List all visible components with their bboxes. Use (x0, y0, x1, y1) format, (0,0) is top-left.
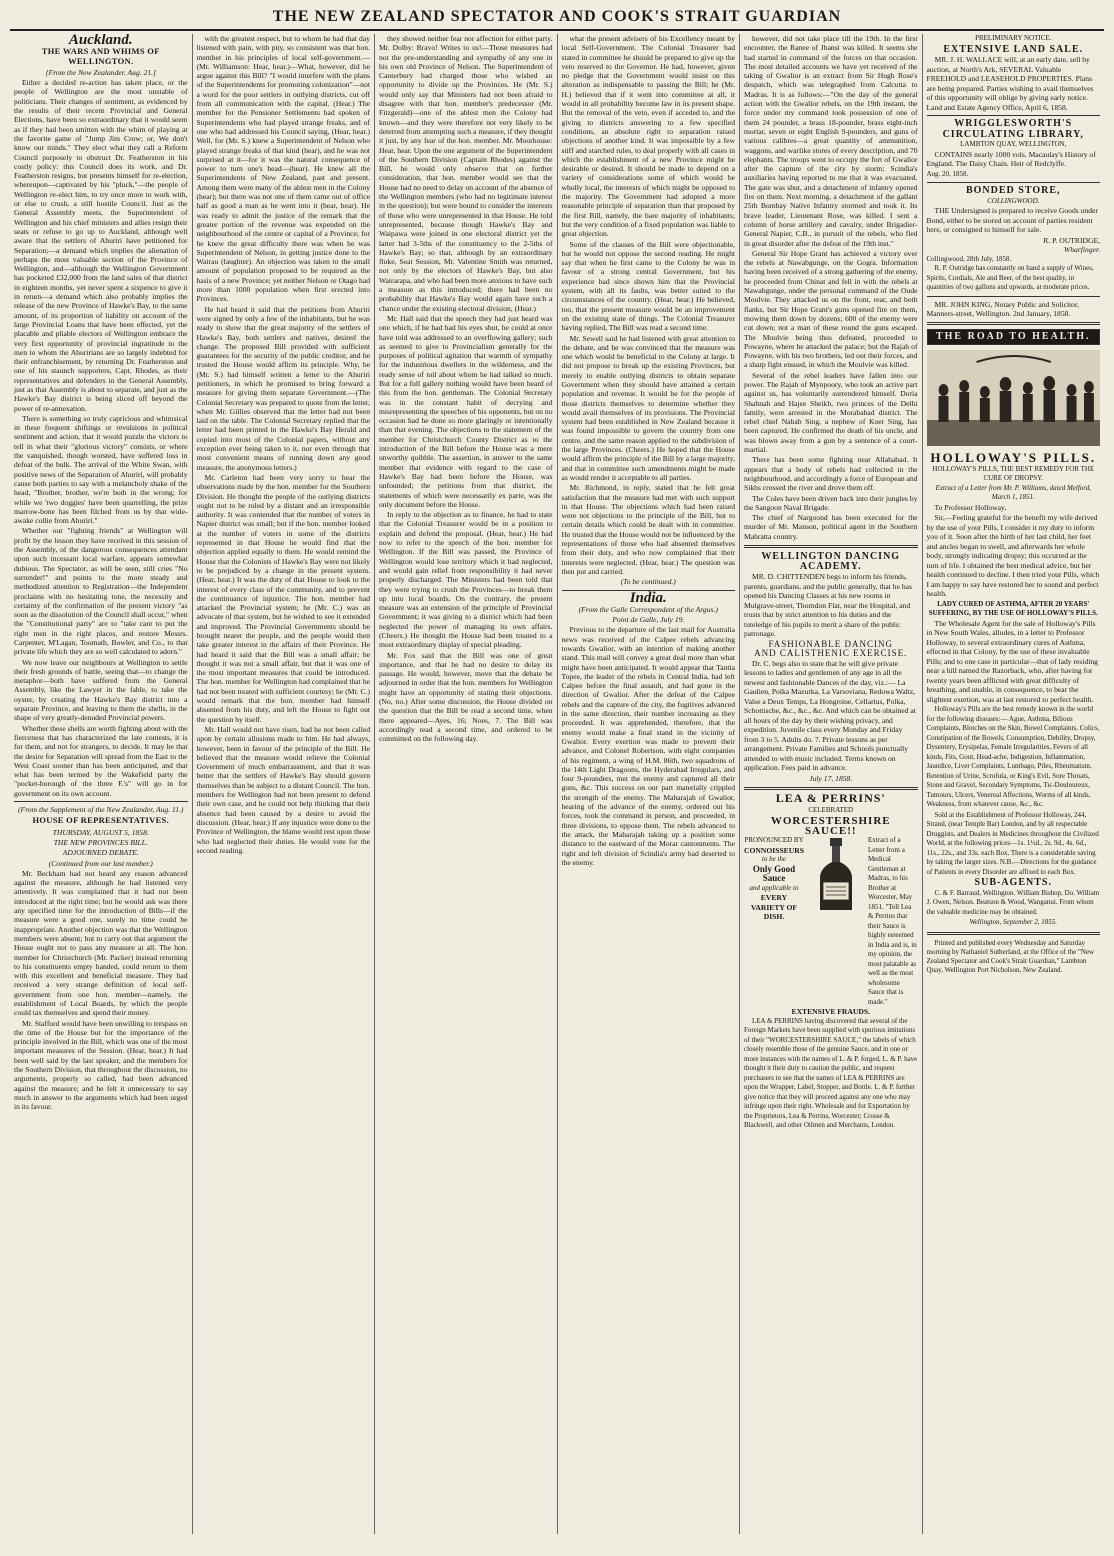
article-source: [From the New Zealander, Aug. 21.] (45, 67, 157, 77)
paragraph: Mr. Sewell said he had listened with great attention to the debate, and he was convinced that the measure was one which would be beneficial to the Colony at large. It did not propose to break up the existing Provinces, but merely to enable outlying districts to obtain separate Government when they should have attained a certain population and revenue. It would be for the people of those districts themselves to determine whether they would avail themselves of its provisions. The Provincial system had been established in New Zealand because it was found impossible to govern the country from one centre, and the same reason applied to the subdivision of the large Provinces. (Cheers.) He hoped that the House would affirm the principle of the Bill by a large majority, and that in committee such amendments might be made as would render it acceptable to all parties. (561, 333, 735, 482)
claim-tobe: to be the (761, 855, 787, 864)
house-subheading: ADJOURNED DEBATE. (62, 848, 139, 858)
house-date: THURSDAY, AUGUST 5, 1858. (52, 827, 149, 837)
paragraph: General Sir Hope Grant has achieved a victory over the rebels at Nawabgunge, on the Gogra. Information having been received of a strong gathering of the enemy, he proceeded from Chinat and fell in with the rebels at Nawabgunge, under the personal command of the Oude Moulvie. They attacked us on the front, rear, and both flanks, but Sir Hope Grant's guns opened fire on them, mowing them down by dozens; 600 of the enemy were cut down; not a man of these round the guns escaped. The Moulvie being thus defeated, proceeded to Powayne, where he attacked the palace; but the Rajah of Powayne, with his two brothers, led out their forces, and a sharp fight ensued, in which the Moulvie was killed. (744, 248, 918, 370)
bonded-date: Collingwood, 28th July, 1858. (926, 254, 1012, 263)
paragraph: they showed neither fear nor affection for either party. Mr. Dolby: Bravo! Writes to us!—Those measures had not the pre-understanding and sympathy of any one in his own old Province of Nelson. The Superintendent of Canterbury had charged those who wished an opportunity to divide up the Provinces. He (Mr. S.) would only say that Ministers had not been afraid to disagree with that hon. member's predecessor (Mr. Fitzgerald)—one of the ablest men the Colony had known—and they were therefore not very likely to be deterred from attempting such a measure, if they thought it just, by any fear of the hon. member. Mr. Moorhouse: Hear, hear. Upon the one argument of the Superintendent of the Southern Division (Captain Rhodes) against the Bill, he would only observe that on further consideration, that hon. member would see that the House had no need to delay on account of the absence of the Wellington members (who had no legitimate interest in the question); but were bound to consider the interests of those who were unrepresented in that House. He told unrepresented, because though Hawke's Bay and Waipawa were joined in one electoral district yet the latter had 3-5ths of the constituency to the 2-5ths of Hawke's Bay; so that, although by an extraordinary fluke, Seat Session, Mr. Valentine Smith was returned, not only by the electors of Hawke's Bay, but also Wairarapa, and who had been more anxious to have such a measure as this introduced; there had been no probability that Hawke's Bay would again have such a chance under the existing electoral division, (Hear.) (379, 34, 553, 313)
paragraph: Mr. Fox said that the Bill was one of great importance, and that he had no desire to delay its passage. He would, however, move that the debate be adjourned in order that the hon. members for Wellington might have an opportunity of stating their objections. (No, no.) After some discussion, the House divided on the question that the Bill be read a second time, when there appeared—Ayes, 16; Noes, 7. The Bill was accordingly read a second time, and ordered to be committed on the following day. (379, 650, 553, 744)
column-3 (375, 34, 558, 1534)
land-sale-ad (927, 34, 1101, 112)
library-text: CONTAINS nearly 1000 vols. Macaulay's History of England. The Daisy Chain. Heir of Redclyffe. (926, 149, 1096, 168)
masthead-title: THE NEW ZEALAND SPECTATOR AND COOK'S STRAIT GUARDIAN (272, 8, 842, 25)
claim-every-dish: EVERY VARIETY OF DISH. (750, 893, 798, 922)
sauce-bottle-icon (808, 836, 864, 914)
bonded-signature: R. P. OUTRIDGE, (1043, 235, 1100, 245)
to-be-continued: (To be continued.) (620, 577, 676, 587)
holloway-disease-list: Holloway's Pills are the best remedy known in the world for the following diseases:— Ague, Asthma, Bilious Complaints, Blotches on the Skin, Bowel Complaints, Colics, Constipation of the Bowels, Consumption, Debility, Dropsy, Dysentery, Erysipelas, Female Irregularities, Fevers of all kinds, Fits, Gout, Head-ache, Indigestion, Inflammation, Jaundice, Liver Complaints, Lumbago, Piles, Rheumatism, Retention of Urine, Scrofula, or King's Evil, Sore Throats, Stone and Gravel, Secondary Symptoms, Tic-Douloureux, Tumours, Ulcers, Venereal Affections, Worms of all kinds, Weakness, from whatever cause, &c., &c. (926, 705, 1100, 809)
library-place: LAMBTON QUAY, WELLINGTON, (960, 140, 1067, 148)
road-to-health-heading: THE ROAD TO HEALTH. (927, 329, 1101, 345)
bonded-signature-2: Wharfinger. (1063, 245, 1100, 254)
paragraph: Mr. Stafford would have been unwilling to trespass on the time of the House but for the importance of the principle involved in the Bill, which was one of the most important measures of the Session. (Hear, hear.) It had been well said by the last speaker, and the members for the Southern Division, that throughout the discussion, no arguments, properly so called, had been advanced against the measure; and he felt it unnecessary to say much in answer to the arguments which had been urged in its favour. (14, 1018, 188, 1112)
holloway-subheading: LADY CURED OF ASTHMA, AFTER 20 YEARS' SUFFERING, BY THE USE OF HOLLOWAY'S PILLS. (928, 599, 1098, 618)
column-5 (740, 34, 923, 1534)
paragraph: Several of the rebel leaders have fallen into our power. The Rajah of Mynpoory, who took an active part against us, has voluntarily surrendered himself. Doria Shahnah and Hajee Sheikh, two princes of the Delhi family, were arrested in the Morababad district. The rebel chief Nabab Sing, a nephew of Koer Sing, has been captured. He confirmed the death of his uncle, and was blown away from a gun by a sentence of a court-martial. (744, 370, 918, 455)
printer-imprint: Printed and published every Wednesday and Saturday morning by Nathaniel Sutherland, at the Office of the "New Zealand Spectator and Cook's Strait Guardian," Lambton Quay, Wellington Port Nicholson, New Zealand. (926, 938, 1095, 975)
holloway-pills-heading: HOLLOWAY'S PILLS. (930, 450, 1097, 466)
divider (744, 787, 918, 790)
paragraph: Whether these shells are worth fighting about with the fierceness that has characterized the late contests, it is for them, and not for strangers, to decide. It may be that the desire for Separation will spread from the East to the West Coast sooner than has been anticipated, and that what has been termed by the Wakefield party the "pocket-borough of the three F.'s" will go in for government on its own account. (14, 723, 188, 798)
paragraph: The chief of Nargoond has been executed for the murder of Mr. Manson, political agent in the Southern Mahratta country. (744, 513, 918, 541)
paragraph: Whether our "fighting friends" at Wellington will profit by the lesson they have received in this session of the Assembly, of the dangerous consequences attendant upon such incessant local warfare, appears somewhat dubious. The Spectator, as will be seen, still cries "No surrender!" and points to the more steady and methodized attention to Registration—the Independent proclaims with no hesitating tone, the necessity and certainty of the confirmation of the present victory "as soon as the dissolution of the Council shall occur," when the "Constitutional party" are to "take care to put the right men in the right places, and restore Messrs. Carpenter, M'Lagan, Toomath, Bowler, and Co., to that private life which they are so well calculated to adorn." (14, 526, 188, 657)
sub-agents-heading: SUB-AGENTS. (974, 877, 1052, 889)
dancing-date: July 17, 1858. (809, 773, 853, 783)
holloway-paragraph: To Professor Holloway, (934, 502, 1007, 512)
column-6-ads (923, 34, 1105, 1534)
house-continued: (Continued from our last number.) (48, 858, 153, 868)
dancing-heading: WELLINGTON DANCING ACADEMY. (761, 551, 901, 572)
article-headline: THE WARS AND WHIMS OF WELLINGTON. (41, 46, 160, 66)
library-ad (927, 119, 1101, 179)
king-notice: MR. JOHN KING, Notary Public and Solicitor, Manners-street, Wellington. 2nd January, 1858. (926, 299, 1080, 318)
divider (744, 545, 918, 548)
paragraph: Mr. Richmond, in reply, stated that he felt great satisfaction that the measure had met with such support in that House. The objections which had been raised were not objections to the principle of the Bill, but to certain details which could be dealt with in committee. He trusted that the House would not be influenced by the representations of those who had absented themselves from their duty, and who now complained that their interests were neglected. (Hear, hear.) The question was then put and carried. (561, 483, 735, 576)
dancing-subheading-2: AND CALISTHENIC EXERCISE. (754, 648, 908, 659)
claim-connoisseurs: CONNOISSEURS (744, 845, 804, 855)
divider (927, 296, 1101, 297)
sub-agents-list: C. & F. Barraud, Wellington. William Bishop, Do. William J. Owen, Nelson. Beatson & Wood, Wanganui. From whom the valuable medicine may be obtained. (926, 888, 1100, 916)
lea-perrins-claims (744, 836, 804, 922)
india-dateline: Point de Galle, July 19. (612, 615, 685, 625)
paragraph: There has been some fighting near Allahabad. It appears that a body of rebels had collected in the neighbourhood, and accordingly a force of European and Sikhs crossed the river and drove them off. (744, 455, 918, 493)
claim-applicable: and applicable to (749, 883, 799, 892)
lea-perrins-fraud-text: LEA & PERRINS having discovered that several of the Foreign Markets have been supplied with spurious imitations of their "WORCESTERSHIRE SAUCE," the labels of which closely resemble those of the genuine Sauce, and in one or more instances with the names of L. & P. forged, L. & P. have thought it their duty to caution the public, and request purchasers to see that the names of LEA & PERRINS are upon the Wrapper, Label, Stopper, and Bottle. L. & P. further give notice that they will proceed against any one who may infringe upon their right. Wholesale and for Exportation by the Proprietors, Lea & Perrins, Worcester; Crosse & Blackwell, and other Oilmen and Merchants, London. (744, 1016, 918, 1130)
lea-perrins-celebrated: CELEBRATED (808, 805, 854, 814)
paragraph: Mr. Hall said that the speech they had just heard was one which, if he had had his eyes shut, he could at once have told was addressed to an overflowing gallery; such as seemed to give to Provincialism generally for the purposes of political agitation that warmth of sympathy for the industrious dwellers in the wilderness, and the ready sense of toil about whom he had talked so much. But for a full gallery nothing would have been heard of this from the hon. gentleman. The Colonial Secretary was in the constant habit of decrying and misrepresenting the speeches of his opponents, but on no occasion had he done so more glaringly or intentionally than that evening. The objections to the statement of the member for Christchurch County District as to the introduction of the Bill before the House was a mere unworthy quibble. The assertion, in answer to the same member that evidence with regard to the case of Hawke's Bay had been before the House, was unfounded; the petitions from that district, the statements of which were necessarily ex parte, was the only document before the House. (379, 313, 553, 509)
india-source: (From the Galle Correspondent of the Argus.) (578, 604, 718, 614)
paragraph: Previous to the departure of the last mail for Australia news was received of the Calpee rebels advancing towards Gwalior, with an intention of making another stand. This mail will convey a great deal more than what might have been anticipated. It would appear that Tantia Topee, the leader of the rebels in Central India, had left Calpee before the final assault, and had gone in the direction of Gwalior. After the defeat of the Calpee rebels and the capture of the city, the fugitives advanced in the same direction, their number increasing as they proceeded. It was apprehended, therefore, that the enemy would make a final stand in the vicinity of Gwalior. Every exertion was made to prevent their advance, and Colonel Robertson, with eight companies of his regiment, a wing of H.M. 86th, two squadrons of the 14th Light Dragoons, the Hyderabad Irregulars, and four 9-pounders, met the enemy and captured all their guns, &c. This success on our part materially crippled the strength of the enemy. The Maharajah of Gwalior, hearing of the advance of the enemy, ordered out his forces, took the command in person, and proceeded, in three divisions, to oppose them. The rebels advanced to the attack, the Maharajah taking up a position some distance to the eastward of the Morar cantonments. The right and left division of Scindia's army had deserted to the enemy. (561, 625, 735, 867)
claim-only-good: Only Good Sauce (752, 863, 796, 884)
bonded-text: THE Undersigned is prepared to receive Goods under Bond, either to be stored on account of parties resident here, or consigned to himself for sale. (926, 206, 1098, 234)
column-1 (10, 34, 193, 1534)
lea-perrins-product: WORCESTERSHIRE SAUCE!! (770, 815, 891, 837)
sub-agents-date: Wellington, September 2, 1855. (969, 918, 1058, 927)
holloway-paragraph: The Wholesale Agent for the sale of Holloway's Pills in New South Wales, alludes, in a letter to Professor Holloway, to several extraordinary cures of Asthma, effected in that Colony, by the use of these invaluable Pills; and to one case in particular—that of lady residing near a hill named the Razorback, who, after having for twenty years been afflicted with great difficulty of breathing, and unable, in consequence, to bear the slightest exertion, was at last restored to perfect health. (926, 618, 1098, 704)
paragraph: Some of the clauses of the Bill were objectionable, but he would not oppose the second reading. He might say that when he first came to the Colony he was in favour of a strong central Government, but his experience had since shown him that the Provincial system, with all its faults, was better suited to the circumstances of the country. (Hear, hear.) He believed, too, that the present measure would be an improvement on the existing state of things. The Colonial Treasurer having replied, The Bill was read a second time. (561, 239, 735, 333)
divider (927, 322, 1101, 325)
lea-perrins-frauds: EXTENSIVE FRAUDS. (791, 1007, 870, 1017)
paragraph: with the greatest respect, but to whom he had that day listened with pain, with pity, so consistent was that hon. member in his principles of local self-government.—(Mr. Williamson: Hear, hear.)—What, however, did he argue against this Bill? "I would interfere with the plans of the Superintendents for promoting colonization"—not a word for the poor settlers in outlying districts, cut off from all communication with the capital. (Hear.) The member for the Pensioner Settlements had spoken of Superintendents who had played strange freaks, and of one who had addressed his Council saying, (Hear, hear.) Well, for (Mr. S.) knew a Superintendent of Nelson who played strange freaks of that kind (hear), and he was not surprised at it—for it was the natural consequence of power to turn one's head—(hear). He knew all the Superintendents of New Zealand, past and present. Among them were many of the ablest men in the Colony (hear); but there was not one of them came out of office half as good a man as he went into it (hear, hear). He was ready to admit the justice of the remark that the greater portion of the revenue was expended on the neighbourhood of the centre or capital of a Province; for he knew the great difficulty there was when he was Superintendent of Nelson, in getting justice done to the Wairau (laughter). An objection was taken to the small amount of population proposed to be required as the basis of a new Province; yet neither Nelson or Otago had more than 1000 population when first erected into Provinces. (196, 34, 370, 304)
holloway-tagline: HOLLOWAY'S PILLS, THE BEST REMEDY FOR THE CURE OF DROPSY. (932, 464, 1095, 483)
columns (10, 34, 1104, 1534)
holloway-extract: Extract of a Letter from Mr. P. Williams, dated Melford, March 1, 1851. (935, 483, 1091, 502)
paragraph: The Coles have been driven back into their jungles by the Sangoon Naval Brigade. (744, 493, 918, 512)
holloway-paragraph: Sir,—Feeling grateful for the benefit my wife derived by the use of your Pills, I consider it my duty to inform you of it. Soon after the birth of her last child, her feet and ancles began to swell, and afterwards her whole body, strongly indicating dropsy; this occurred at the turn of life. I obtained the best medical advice, but her health continued to decline. I then tried your Pills, which I am happy to say have restored her to sound and perfect health. (926, 513, 1100, 599)
paragraph: Mr. Hall would not have risen, had he not been called upon by certain allusions made to him. He had always, however, been in favour of the principle of the Bill. He believed that the measure would relieve the Colonial Government of much embarrassment, and that it was better that the settlers of Hawke's Bay should govern themselves than be subject to a distant Council. The hon. members for Wellington had not been present to defend their own case, and he could not help thinking that their absence had been caused by a desire to avoid the discussion. (Hear, hear.) If any injustice were done to the Province of Wellington, the blame would rest upon those who had neglected their duties. He would vote for the second reading. (196, 724, 370, 855)
holloway-paragraph: Sold at the Establishment of Professor Holloway, 244, Strand, (near Temple Bar) London, and by all respectable Druggists, and Dealers in Medicines throughout the Civilized World, at the following prices—1s. 1½d., 2s. 9d., 4s. 6d., 11s., 22s., and 33s. each Box. There is a considerable saving by taking the larger sizes. N.B.—Directions for the guidance of Patients in every Disorder are affixed to each Box. (926, 810, 1099, 876)
preliminary-notice: PRELIMINARY NOTICE. (975, 34, 1052, 42)
paragraph: He had heard it said that the petitions from Ahuriri were signed by only a few of the inhabitants, but he was ready to show that the great majority of the settlers of Hawke's Bay, both settlers and natives, desired the change. The proposed Bill provided with sufficient guarantees for the security of the public creditor, and he trusted the House would affirm its principle. Why, he (Mr. S.) had himself written a letter to the Ahuriri petitioners, in which he promised to bring forward a measure for giving them separate Government.—(The Colonial Secretary was prepared to quote from the letter, when Mr. Gillies observed that the letter had not been laid on the table. The Colonial Secretary replied that the letter had been printed in the Hawke's Bay Herald and copied into most of the Colonial papers, without any exception ever being taken to it, nor even through that most convenient means of running down any good measure, the anonymous letters.) (196, 304, 370, 472)
library-heading: WRIGGLESWORTH'S (954, 118, 1073, 129)
divider (927, 932, 1101, 935)
masthead (10, 6, 1104, 31)
paragraph: Mr. Beckham had not heard any reason advanced against the measure, although he had listened very attentively. It was complained that it had not been introduced at the right time; but he would ask was there any specified time for the introduction of Bills—if the measure were a good one, surely no time could be inappropriate. Another objection was that the Wellington members were absent; but to carry out that argument the House ought not to pass any measure at all. The hon. member for Christchurch (Mr. Packer) instead returning to his constituents empty handed, could return to them with this excellent and beneficial measure. They had received a very strange definition of local self-government from one hon. member—namely, the establishment of Local Boards, by which the people could tax themselves and spend their money. (14, 868, 188, 1018)
lea-perrins-extract: Extract of a Letter from a Medical Gentleman at Madras, to his Brother at Worcester, May 1851. "Tell Lea & Perrins that their Sauce is highly esteemed in India and is, in my opinion, the most palatable as well as the most wholesome Sauce that is made." (867, 836, 917, 1006)
divider (14, 801, 188, 802)
divider (927, 182, 1101, 183)
newspaper-page (10, 6, 1104, 1542)
bonded-store-ad (927, 186, 1101, 293)
column-2 (193, 34, 376, 1534)
section-heading-india: India. (629, 589, 667, 606)
house-source: (From the Supplement of the New Zealander, Aug. 11.) (18, 805, 184, 815)
column-4 (558, 34, 741, 1534)
land-sale-heading: EXTENSIVE LAND SALE. (943, 43, 1084, 55)
bonded-note: R. P. Outridge has constantly on hand a supply of Wines, Spirits, Cordials, Ale and Beer, of the best quality, in quantities of two gallons and upwards, at moderate prices. (926, 264, 1094, 291)
land-sale-text: MR. J. H. WALLACE will, at an early date, sell by auction, at North's Ark, SEVERAL Valuable FREEHOLD and LEASEHOLD PROPERTIES. Plans are being prepared. Parties wishing to avail themselves of this opportunity will oblige by giving early notice. Land and Estate Agency Office, April 6, 1858. (926, 55, 1094, 112)
claim-pronounced: PRONOUNCED BY (744, 836, 804, 845)
lea-perrins-heading: LEA & PERRINS' (775, 791, 886, 806)
dancing-text: MR. D. CHITTENDEN begs to inform his friends, parents, guardians, and the public generally, that he has opened his Dancing Classes at his new rooms in Mulgrave-street, Thorndon Flat, near the Hospital, and trusts that by strict attention to his duties and the tuteledge of his pupils to merit a share of the public patronage. (744, 572, 912, 639)
paragraph: Mr. Carleton had been very sorry to hear the observations made by the hon. member for the Southern Division. He thought the people of the outlying districts ought not to be ruled by a distant and an irresponsible authority. It was contended that the number of voters in Napier district was small; but if the hon. member looked at the number of voters in some of the districts represented in that House he would find that the objection applied equally to them. He would remind the House that the Colonists of Hawke's Bay were not likely to be prejudiced by a change in the present system. (Hear, hear.) It was the duty of that House to look to the interest of every class of the community, and to prevent the continuance of injustice. The hon. member had attacked the Provincial system; he (Mr. C.) was an advocate of that system, but he wished to see it extended and improved. The Provincial Governments should be brought nearer the people, and the people would then take greater interest in the affairs of their Province. He had heard it said that the Bill was a small affair; he thought it was not a small affair, but that it was one of the most important measures that could be introduced. The hon. member for Wellington had complained that he had not been treated with sufficient courtesy; he (Mr. C.) would remark that the hon. member had himself absented from his duty, and left the House to fight out the question by itself. (196, 472, 370, 724)
dancing-academy-ad (744, 552, 918, 783)
bonded-place: COLLINGWOOD. (987, 196, 1040, 205)
paragraph: however, did not take place till the 19th. In the first encounter, the Ranee of Jhansi was killed. It seems she had started in command of the forces on that occasion. The most detailed accounts we have yet received of the taking of Gwalior is an extract from Sir Hugh Rose's despatch, which was telegraphed from Calcutta to Madras. It is as follows:—"On the day of the general action with the Gwalior rebels, on the 19th instant, the force under my command took possession of one of them 24 pounder, a brass 18-pounder, brass eight-inch mortar, seven or eight English 9-pounders, and guns of various calibres—a great quantity of ammunition, waggons, and warlike stores of every description, and 70 elephants. The troops went to occupy the fort of Gwalior after the capture of the city by storm; Scindia's auxiliaries having reported to me that it was evacuated. The gate was shut, and a detachment of infantry opened fire on them. Next morning, a detachment of the gallant 25th Bombay Native Infantry stormed and took it. Its brave leader, Lieutenant Rose, was killed. I sent a column of horse artillery and cavalry, under Brigadier-General Napier, C.B., in pursuit of the rebels, who fled in great disorder after the defeat of the 19th inst." (744, 34, 918, 248)
library-date: Aug. 20, 1858. (926, 169, 969, 178)
dancing-text-2: Dr. C. begs also to state that he will give private lessons to ladies and gentlemen of any age in all the newest and fashionable Dances of the day, viz.:— La Gaulien, Polka Mazurka, La Varsoviana, Redowa Waltz, Valse a Deux Temps, La Hongroise, Cellarius, Polka, Schottische, &c., &c., &c. And which can be obtained at all hours of the day by their wishing privacy, and expedition. Juvenile class every Monday and Friday from 3 to 5. Adults do. 7. Private lessons as per arrangement. Private Families and Schools punctually attended to with music included. Terms known on application. Fees paid in advance. (744, 658, 916, 773)
section-heading-auckland: Auckland. (68, 34, 133, 48)
lea-perrins-ad (744, 791, 918, 1131)
dancing-subheading: FASHIONABLE DANCING (768, 638, 894, 649)
paragraph: We now leave our neighbours at Wellington to settle their fresh grounds of battle, seeing that—to change the metaphor—both have suffered from the General Assembly, like the Lawyer in the fable, to take the oyster, by creating the Hawke's Bay district into a separate Province, and leaving to them the shells, in the shape of very greatly-denuded Provincial powers. (14, 657, 188, 723)
bonded-heading: BONDED STORE, (965, 185, 1061, 196)
library-heading-2: CIRCULATING LIBRARY, (942, 128, 1084, 140)
divider (927, 115, 1101, 116)
house-heading: HOUSE OF REPRESENTATIVES. (32, 815, 170, 826)
paragraph: There is something so truly capricious and whimsical in these frequent shiftings or revulsions in political sentiment and action, that it would puzzle the victors to tell in what their "glorious victory" consists, or where the vanquished, though worsted, have suffered loss in defeat of the bulk. The arrival of the White Swan, with positive news of the Separation of Ahuriri, will probably cause both parties to say with a melancholy shake of the head, "Brother, brother, we're both in the wrong; for while we 'two doggies' have been quarrelling, the prize marrow-bone has been filched from us by that wide-awake collie from Ahuriri." (14, 413, 188, 526)
house-bill: THE NEW PROVINCES BILL. (53, 837, 148, 847)
paragraph: Either a decided re-action has taken place, or the people of Wellington are the most unstable of politicians. Their changes of sentiment, as evidenced by the results of their recent Provincial and General Elections, have been so extraordinary that it would seem as if they had been smitten with the whim of playing at the favorite game of "Jump Jim Crow; or, We don't know our minds." They elect what they call a Reform Council purposely to obstruct Dr. Featherston in his costly policy: this Council does its work, and Dr. Featherston resigns, but presents himself for re-election, whereupon—captivated by his "pluck,"—the people of Wellington re-elect him, to try once more to work with, or else to crush, a still hostile Council. Just as the General Assembly meets, the Superintendent of Wellington and his chief ministers and allies resign their seats or refuse to go up to Auckland, although well aware that the settlers of Ahuriri have petitioned for Separation;—a demand which implies the alienation of perhaps the most valuable section of the Province of Wellington, and—although the Wellington Government has pocketed £32,000 from the land sales of that district in eighteen months, yet never spent a sixpence to give it in return—a demand which also probably implies the release of the new Province of Hawke's Bay, to the same amount, of its proportion of liability on account of the large Provincial Loans that have been effected, yet the placable and pliable electors of Wellington embrace the very first opportunity of provincial ingratitude to the men to whom the Ahuririans are so largely indebted for their enfranchisement, by returning Dr. Featherston and one of his staunch supporters, Capt. Rhodes, as their representatives and defenders in the General Assembly, just as that Assembly is about to separate, and just as the Hawke's Bay district is being sliced off beyond the power of re-annexation. (14, 78, 188, 413)
paragraph: what the present advisers of his Excellency meant by local Self-Government. The Colonial Treasurer had stated in committee he should be prepared to give up the veto reserved to the Governor. He had, however, given no pledge that the Government would insist on this alteration as indispensable to passing the Bill; he (Mr. H.) believed that if it went into committee at all, it would in all probability become law in its present shape. But the removal of the veto, even if acceded to, and the giving to districts answering to a few specified conditions, an absolute right to separation raised objections of another kind. It was impossible by a few stiff and starched rules, to deal properly with all cases in which the establishment of a new Province might be desirable or desired. It should be made to depend on a variety of considerations some of which would be wholly local, the interests of which might be opposed to the majority. The Government had adopted a more reasonable principle of separation than that proposed by the first Bill, namely, the bare majority of inhabitants; but the very condition of a fixed population was liable to great objection. (561, 34, 735, 239)
crowd-illustration-icon (927, 350, 1101, 446)
holloway-ad (927, 329, 1101, 928)
paragraph: In reply to the objection as to finance, he had to state that the Colonial Treasurer would be in a position to explain and defend the proposal. (Hear, hear.) He had now to refer to the speech of the hon. member for Wellington. If the Bill was passed, the Province of Wellington would lose territory which it had neglected, and would gain relief from responsibility it had never properly discharged. The Ministers had been told that they were trying to crush the Provinces—to break them up into local boards. On the contrary, the present measure was an extension of the principle of Provincial Government; it was giving to a district which had been neglected the power of managing its own affairs. (Cheers.) He thought the House had been treated to a most extraordinary display of special pleading. (379, 510, 553, 650)
